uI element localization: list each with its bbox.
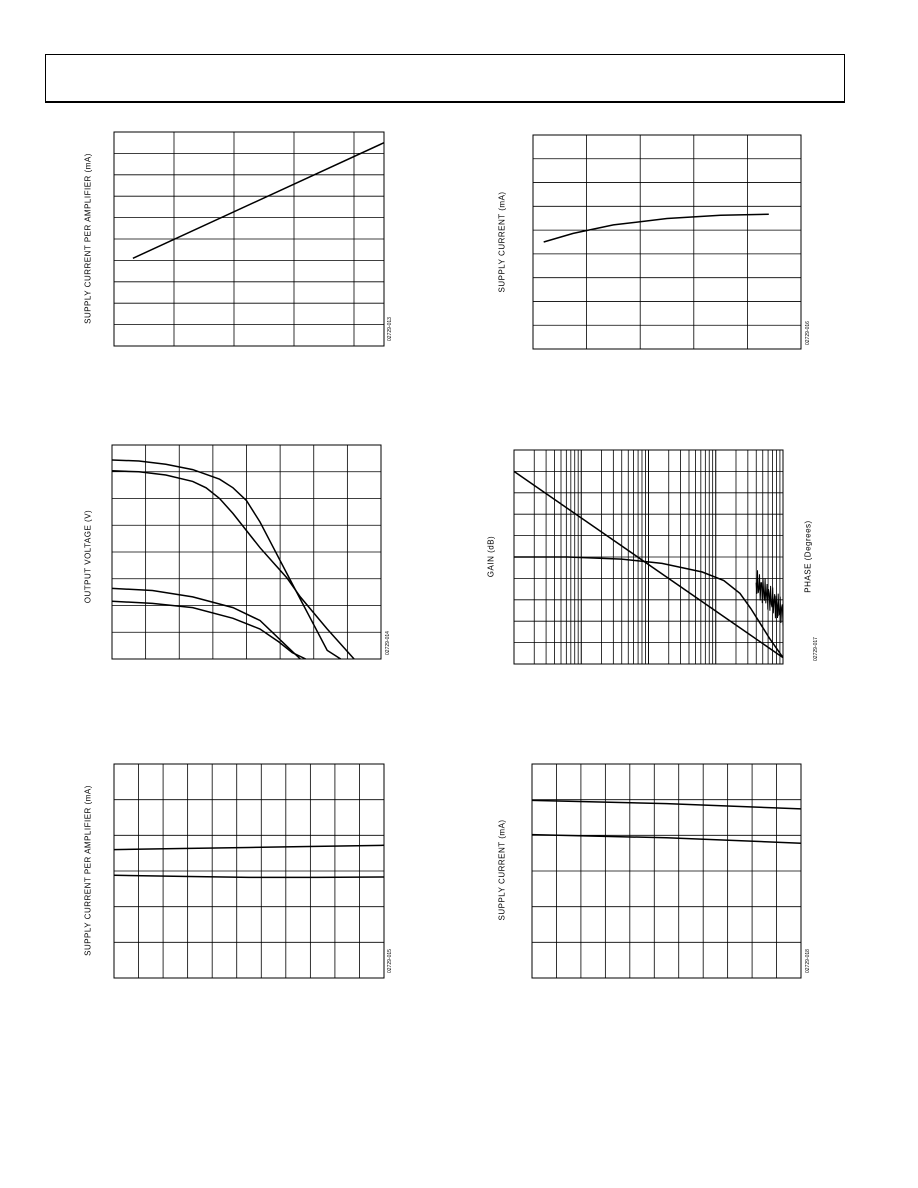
chart6-y-axis-label: SUPPLY CURRENT (mA): [497, 819, 507, 921]
chart5-plot: [114, 764, 384, 978]
chart5-series-2: [114, 875, 384, 877]
chart2-frame: [533, 135, 801, 349]
chart5-figure-id: 02729-015: [387, 949, 393, 973]
chart3-series-4: [112, 601, 306, 659]
chart3-grid: [112, 445, 381, 659]
chart2-figure-id: 02729-016: [805, 321, 811, 345]
chart2-grid: [533, 135, 801, 349]
chart6-grid: [532, 764, 801, 978]
chart4-plot: [514, 450, 783, 664]
chart3-y-axis-label: OUTPUT VOLTAGE (V): [83, 509, 93, 604]
chart3-figure-id: 02729-014: [385, 631, 391, 655]
chart3-series-1: [112, 460, 341, 659]
page-header-box: [45, 54, 845, 103]
chart4-y-axis-label: GAIN (dB): [486, 535, 496, 578]
chart1-figure-id: 02729-013: [387, 317, 393, 341]
chart3-series-3: [112, 588, 300, 659]
chart3-series-2: [112, 471, 354, 659]
chart1-y-axis-label: SUPPLY CURRENT PER AMPLIFIER (mA): [83, 153, 93, 324]
chart3-plot: [112, 445, 381, 659]
chart5-grid: [114, 764, 384, 978]
chart6-series-2: [532, 835, 801, 844]
chart6-plot: [532, 764, 801, 978]
chart4-figure-id: 02729-017: [813, 637, 819, 661]
chart4-right-axis-label: PHASE (Degrees): [803, 520, 813, 593]
chart6-figure-id: 02729-018: [805, 949, 811, 973]
chart6-series-1: [532, 800, 801, 809]
chart1-series-1: [133, 143, 384, 259]
chart5-series-1: [114, 845, 384, 849]
chart1-plot: [114, 132, 384, 346]
chart2-plot: [533, 135, 801, 349]
chart2-series-1: [544, 214, 769, 242]
chart2-y-axis-label: SUPPLY CURRENT (mA): [497, 191, 507, 293]
chart1-grid: [114, 132, 384, 346]
chart5-y-axis-label: SUPPLY CURRENT PER AMPLIFIER (mA): [83, 785, 93, 956]
